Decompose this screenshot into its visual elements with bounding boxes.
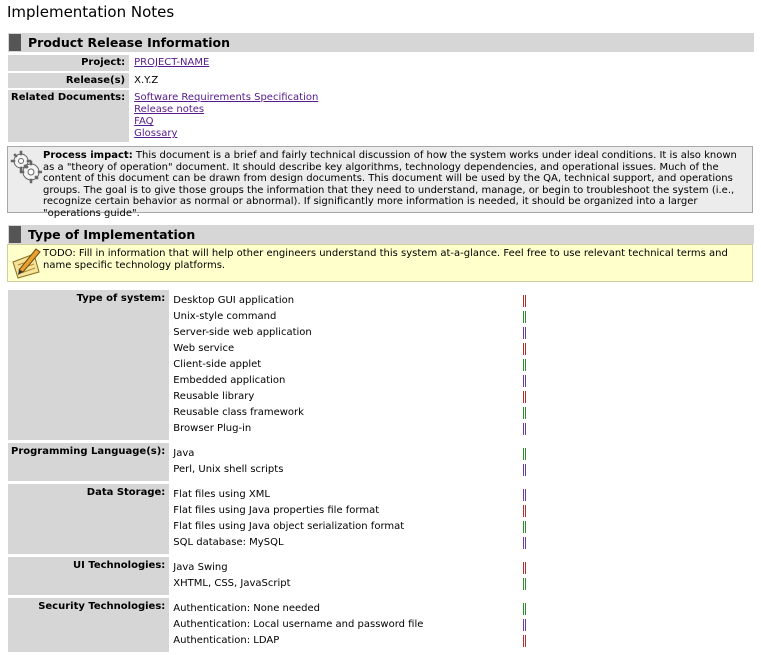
marker-bar bbox=[525, 619, 526, 631]
doc-link-release-notes[interactable]: Release notes bbox=[134, 104, 205, 115]
impl-section-header bbox=[8, 225, 754, 244]
marker-bar bbox=[525, 359, 526, 371]
release-section-title: Product Release Information bbox=[28, 35, 231, 50]
marker-bar bbox=[523, 327, 524, 339]
rating-marker bbox=[523, 357, 543, 373]
impl-section-title: Type of Implementation bbox=[28, 227, 196, 242]
marker-bar bbox=[525, 311, 526, 323]
marker-bar bbox=[523, 603, 524, 615]
marker-bar bbox=[523, 619, 524, 631]
marker-bar bbox=[525, 448, 526, 460]
marker-bar bbox=[525, 578, 526, 590]
impl-item: Reusable library bbox=[173, 391, 255, 402]
rating-marker bbox=[523, 389, 543, 405]
release-value: X.Y.Z bbox=[134, 75, 159, 86]
impl-item: Embedded application bbox=[173, 375, 286, 386]
rating-marker bbox=[523, 576, 543, 592]
impl-item: Unix-style command bbox=[173, 311, 277, 322]
impl-group-label-type-of-system: Type of system: bbox=[8, 290, 169, 440]
impl-item: Flat files using Java properties file format bbox=[173, 505, 380, 516]
rating-marker bbox=[523, 560, 543, 576]
marker-bar bbox=[525, 464, 526, 476]
marker-bar bbox=[523, 391, 524, 403]
impl-item: Browser Plug-in bbox=[173, 423, 252, 434]
project-row bbox=[8, 55, 323, 71]
rating-marker bbox=[523, 487, 543, 503]
impl-item: XHTML, CSS, JavaScript bbox=[173, 578, 291, 589]
rating-marker bbox=[523, 325, 543, 341]
impl-item: Authentication: Local username and password file bbox=[173, 619, 424, 630]
impl-item: SQL database: MySQL bbox=[173, 537, 284, 548]
todo-note bbox=[7, 244, 753, 282]
impl-group-row bbox=[8, 557, 543, 595]
impl-item: Authentication: None needed bbox=[173, 603, 321, 614]
marker-bar bbox=[523, 635, 524, 647]
marker-bar bbox=[523, 343, 524, 355]
marker-bar bbox=[525, 327, 526, 339]
release-row bbox=[8, 73, 323, 88]
marker-bar bbox=[523, 311, 524, 323]
process-impact-label: Process impact: bbox=[43, 150, 133, 161]
marker-bar bbox=[525, 537, 526, 549]
rating-marker bbox=[523, 373, 543, 389]
implementation-table bbox=[8, 287, 543, 655]
marker-bar bbox=[525, 635, 526, 647]
marker-bar bbox=[525, 343, 526, 355]
impl-item: Flat files using XML bbox=[173, 489, 270, 500]
related-docs-label: Related Documents: bbox=[8, 90, 129, 142]
marker-bar bbox=[525, 603, 526, 615]
pencil-note-icon bbox=[10, 248, 42, 284]
impl-item: Reusable class framework bbox=[173, 407, 304, 418]
rating-marker bbox=[523, 617, 543, 633]
doc-link-srs[interactable]: Software Requirements Specification bbox=[134, 92, 319, 103]
marker-bar bbox=[523, 537, 524, 549]
impl-item: Perl, Unix shell scripts bbox=[173, 464, 284, 475]
release-info-table bbox=[8, 53, 323, 144]
marker-bar bbox=[525, 562, 526, 574]
rating-marker bbox=[523, 446, 543, 462]
marker-bar bbox=[525, 489, 526, 501]
rating-marker bbox=[523, 519, 543, 535]
impl-item: Desktop GUI application bbox=[173, 295, 295, 306]
marker-bar bbox=[523, 375, 524, 387]
marker-bar bbox=[523, 464, 524, 476]
rating-marker bbox=[523, 293, 543, 309]
impl-group-row bbox=[8, 598, 543, 652]
project-label: Project: bbox=[8, 55, 129, 71]
rating-marker bbox=[523, 462, 543, 478]
impl-group-row bbox=[8, 443, 543, 481]
process-impact-note bbox=[7, 146, 753, 219]
impl-group-label-ui-technologies: UI Technologies: bbox=[8, 557, 169, 595]
marker-bar bbox=[525, 375, 526, 387]
marker-bar bbox=[525, 391, 526, 403]
marker-bar bbox=[523, 489, 524, 501]
impl-group-row bbox=[8, 484, 543, 554]
rating-marker bbox=[523, 601, 543, 617]
marker-bar bbox=[523, 448, 524, 460]
marker-bar bbox=[523, 407, 524, 419]
impl-item: Client-side applet bbox=[173, 359, 262, 370]
marker-bar bbox=[523, 521, 524, 533]
rating-marker bbox=[523, 309, 543, 325]
marker-bar bbox=[525, 407, 526, 419]
impl-item: Java Swing bbox=[173, 562, 228, 573]
process-impact-text: This document is a brief and fairly technical discussion of how the system works under ideal conditions. It is also known as a "theory of operation" document. It should describe key algorithms, technology dependencies, and operational issues. Much of the content of this document can be drawn from design documents. This document will be used by the QA, technical support, and operations groups. The goal is to give those groups the information that they need to understand, manage, or begin to troubleshoot the system (i.e., recognize certain behavior as normal or abnormal). If significantly more information is needed, it should be organized into a larger "operations guide". bbox=[43, 150, 737, 219]
impl-item: Flat files using Java object serialization format bbox=[173, 521, 405, 532]
impl-item: Java bbox=[173, 448, 195, 459]
todo-text: TODO: Fill in information that will help other engineers understand this system at-a-glance. Feel free to use relevant technical terms and name specific technology platforms. bbox=[43, 248, 728, 271]
impl-group-row bbox=[8, 290, 543, 440]
marker-bar bbox=[523, 295, 524, 307]
rating-marker bbox=[523, 405, 543, 421]
release-section-header bbox=[8, 33, 754, 52]
page-title: Implementation Notes bbox=[7, 3, 175, 21]
rating-marker bbox=[523, 421, 543, 437]
project-link[interactable]: PROJECT-NAME bbox=[134, 57, 210, 68]
doc-link-faq[interactable]: FAQ bbox=[134, 116, 154, 127]
rating-marker bbox=[523, 633, 543, 649]
marker-bar bbox=[523, 505, 524, 517]
marker-bar bbox=[523, 359, 524, 371]
gears-icon bbox=[10, 150, 42, 188]
related-docs-row bbox=[8, 90, 323, 142]
impl-group-label-programming-language-s: Programming Language(s): bbox=[8, 443, 169, 481]
marker-bar bbox=[525, 423, 526, 435]
impl-item: Server-side web application bbox=[173, 327, 312, 338]
marker-bar bbox=[525, 505, 526, 517]
impl-item: Web service bbox=[173, 343, 235, 354]
marker-bar bbox=[523, 578, 524, 590]
marker-bar bbox=[523, 562, 524, 574]
marker-bar bbox=[523, 423, 524, 435]
impl-group-label-security-technologies: Security Technologies: bbox=[8, 598, 169, 652]
section-marker bbox=[9, 226, 21, 243]
impl-item: Authentication: LDAP bbox=[173, 635, 280, 646]
rating-marker bbox=[523, 535, 543, 551]
marker-bar bbox=[525, 295, 526, 307]
rating-marker bbox=[523, 503, 543, 519]
release-label: Release(s) bbox=[8, 73, 129, 88]
impl-group-label-data-storage: Data Storage: bbox=[8, 484, 169, 554]
rating-marker bbox=[523, 341, 543, 357]
doc-link-glossary[interactable]: Glossary bbox=[134, 128, 178, 139]
marker-bar bbox=[525, 521, 526, 533]
section-marker bbox=[9, 34, 21, 51]
